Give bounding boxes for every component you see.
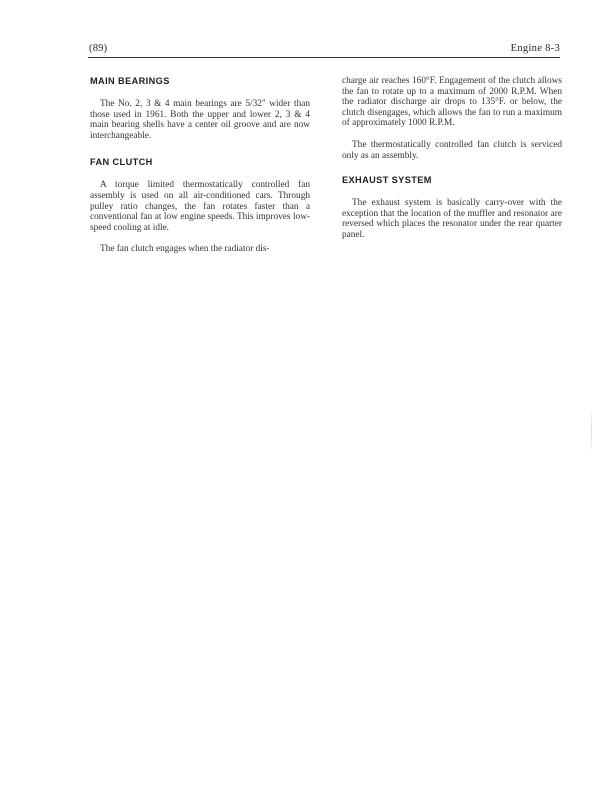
right-column bbox=[342, 76, 562, 241]
heading-exhaust-system: EXHAUST SYSTEM bbox=[342, 175, 432, 186]
main-bearings-paragraph: The No. 2, 3 & 4 main bearings are 5/32" wider than those used in 1961. Both the upper and lower 2, 3 & 4 main bearing shells have a center oil groove and are now interchangeable. bbox=[90, 99, 310, 141]
scan-margin-mark bbox=[591, 408, 592, 454]
heading-main-bearings: MAIN BEARINGS bbox=[90, 76, 170, 86]
fan-clutch-paragraph-2: The fan clutch engages when the radiator dis- bbox=[100, 244, 270, 255]
left-column bbox=[90, 76, 310, 255]
header-rule bbox=[88, 57, 560, 58]
exhaust-system-paragraph: The exhaust system is basically carry-over with the exception that the location of the muffler and resonator are reversed which places the resonator under the rear quarter panel. bbox=[342, 198, 562, 240]
section-page-number: Engine 8-3 bbox=[510, 43, 560, 54]
page-reference: (89) bbox=[89, 43, 108, 54]
fan-clutch-serviced-paragraph: The thermostatically controlled fan clutch is serviced only as an assembly. bbox=[342, 139, 562, 161]
fan-clutch-continued-paragraph: charge air reaches 160°F. Engagement of the clutch allows the fan to rotate up to a maximum of 2000 R.P.M. When the radiator discharge air drops to 135°F. or below, the clutch disengages, which allows the fan to run a maximum of approximately 1000 R.P.M. bbox=[342, 76, 562, 129]
fan-clutch-paragraph-1: A torque limited thermostatically controlled fan assembly is used on all air-conditioned cars. Through pulley ratio changes, the fan rotates faster than a conventional fan at low engine speeds. This improves low-speed cooling at idle. bbox=[90, 180, 310, 233]
heading-fan-clutch: FAN CLUTCH bbox=[90, 157, 153, 168]
